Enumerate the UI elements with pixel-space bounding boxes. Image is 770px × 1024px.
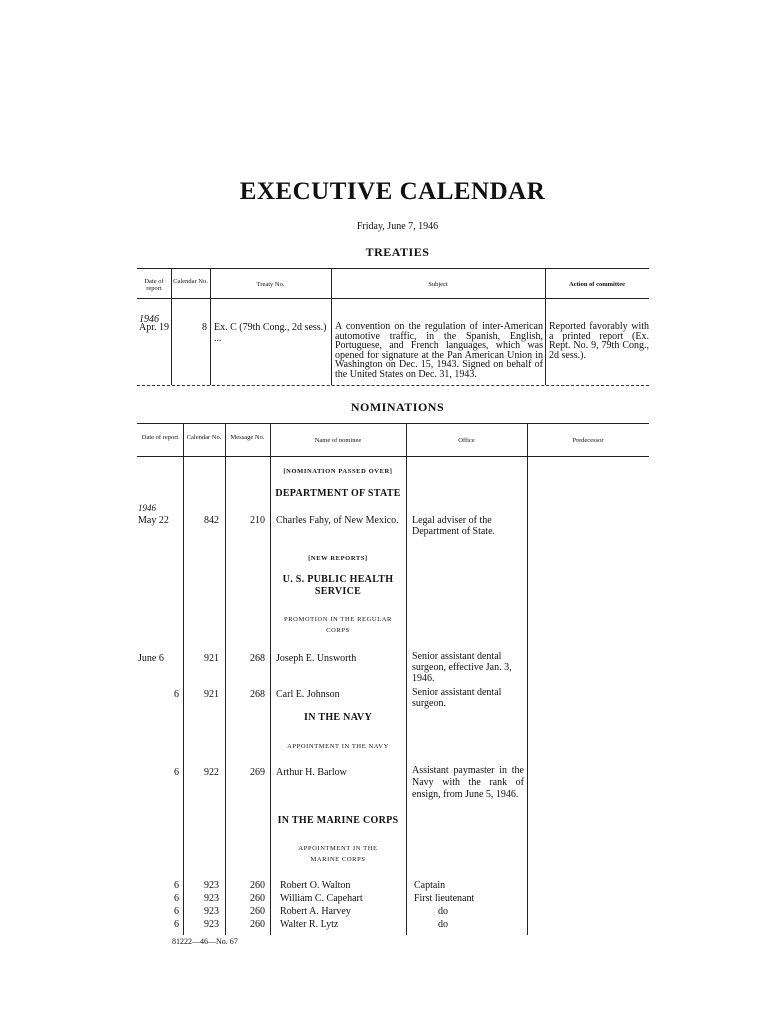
marine-row-date: 6: [174, 893, 179, 904]
rule: [137, 456, 649, 457]
marine-appointment-label: APPOINTMENT IN THE MARINE CORPS: [298, 845, 378, 863]
johnson-date: 6: [174, 689, 179, 700]
calendar-date: Friday, June 7, 1946: [356, 221, 439, 232]
marine-row-name: Robert A. Harvey: [280, 906, 351, 917]
rule: [137, 385, 649, 386]
johnson-name: Carl E. Johnson: [276, 689, 340, 700]
marine-row-name: Robert O. Walton: [280, 880, 351, 891]
rule: [527, 423, 528, 935]
unsworth-calendar: 921: [204, 653, 219, 664]
treaties-heading: TREATIES: [365, 245, 430, 259]
new-reports-label: [NEW REPORTS]: [308, 555, 368, 562]
marine-row-calendar: 923: [204, 880, 219, 891]
col-subject: Subject: [428, 281, 448, 288]
marine-row-message: 260: [250, 906, 265, 917]
unsworth-message: 268: [250, 653, 265, 664]
unsworth-name: Joseph E. Unsworth: [276, 653, 357, 664]
navy-heading: IN THE NAVY: [304, 712, 372, 723]
rule: [137, 268, 649, 269]
fahy-message: 210: [250, 515, 265, 526]
col-calendar-no: Calendar No.: [173, 278, 208, 285]
col-date-of-report: Date of report: [141, 434, 179, 441]
col-date-of-report: Date of report: [144, 278, 164, 292]
marine-row-office: do: [438, 906, 448, 917]
col-action: Action of committee: [569, 281, 625, 288]
col-nominee: Name of nominee: [314, 437, 362, 444]
rule: [137, 423, 649, 424]
marine-row-calendar: 923: [204, 919, 219, 930]
marine-row-calendar: 923: [204, 893, 219, 904]
page-title: EXECUTIVE CALENDAR: [239, 178, 546, 205]
treaty-calendar-no: 8: [202, 322, 207, 333]
fahy-office: Legal adviser of the Department of State.: [412, 515, 496, 537]
barlow-office: Assistant paymaster in the Navy with the rank of ensign, from June 5, 1946.: [412, 765, 524, 800]
rule: [137, 298, 649, 299]
barlow-name: Arthur H. Barlow: [276, 767, 347, 778]
marine-row-name: Walter R. Lytz: [280, 919, 339, 930]
col-predecessor: Predecessor: [572, 437, 604, 444]
col-office: Office: [458, 437, 475, 444]
treaty-no: Ex. C (79th Cong., 2d sess.) ...: [214, 322, 327, 344]
marine-row-date: 6: [174, 906, 179, 917]
johnson-office: Senior assistant dental surgeon.: [412, 687, 502, 709]
treaty-action: Reported favorably with a printed report (Ex. Rept. No. 9, 79th Cong., 2d sess.).: [549, 321, 649, 361]
fahy-date: May 22: [138, 515, 169, 526]
marine-row-calendar: 923: [204, 906, 219, 917]
rule: [183, 423, 184, 935]
marine-row-date: 6: [174, 880, 179, 891]
fahy-name: Charles Fahy, of New Mexico.: [276, 515, 399, 526]
col-treaty-no: Treaty No.: [256, 281, 285, 288]
col-message-no: Message No.: [230, 434, 265, 441]
marine-heading: IN THE MARINE CORPS: [277, 815, 399, 826]
promotion-label: PROMOTION IN THE REGULAR CORPS: [284, 616, 392, 634]
nominations-heading: NOMINATIONS: [350, 400, 445, 414]
treaty-year: 1946: [139, 314, 159, 325]
marine-row-office: Captain: [414, 880, 446, 891]
marine-row-message: 260: [250, 919, 265, 930]
nomination-year: 1946: [138, 503, 156, 513]
unsworth-office: Senior assistant dental surgeon, effective Jan. 3, 1946.: [412, 651, 512, 684]
barlow-calendar: 922: [204, 767, 219, 778]
treaty-subject: A convention on the regulation of inter-American automotive traffic, in the Spanish, English, Portuguese, and French languages, which was opened for signature at the Pan American Union in Washington on Dec. 15, 1943. Signed on behalf of the United States on Dec. 31, 1943.: [335, 321, 543, 380]
marine-row-office: do: [438, 919, 448, 930]
passed-over-label: [NOMINATION PASSED OVER]: [283, 468, 393, 475]
johnson-calendar: 921: [204, 689, 219, 700]
treaty-date: Apr. 19: [139, 322, 169, 333]
unsworth-date: June 6: [138, 653, 164, 664]
rule: [225, 423, 226, 935]
marine-row-message: 260: [250, 880, 265, 891]
marine-row-office: First lieutenant: [414, 893, 475, 904]
johnson-message: 268: [250, 689, 265, 700]
footer-code: 81222—46—No. 67: [172, 937, 238, 946]
rule: [406, 423, 407, 935]
navy-appointment-label: APPOINTMENT IN THE NAVY: [287, 743, 389, 750]
barlow-date: 6: [174, 767, 179, 778]
marine-row-date: 6: [174, 919, 179, 930]
phs-heading: U. S. PUBLIC HEALTH SERVICE: [282, 574, 394, 597]
dept-state-heading: DEPARTMENT OF STATE: [275, 488, 401, 499]
marine-row-name: William C. Capehart: [280, 893, 363, 904]
barlow-message: 269: [250, 767, 265, 778]
marine-row-message: 260: [250, 893, 265, 904]
col-calendar-no: Calendar No.: [186, 434, 222, 441]
fahy-calendar: 842: [204, 515, 219, 526]
